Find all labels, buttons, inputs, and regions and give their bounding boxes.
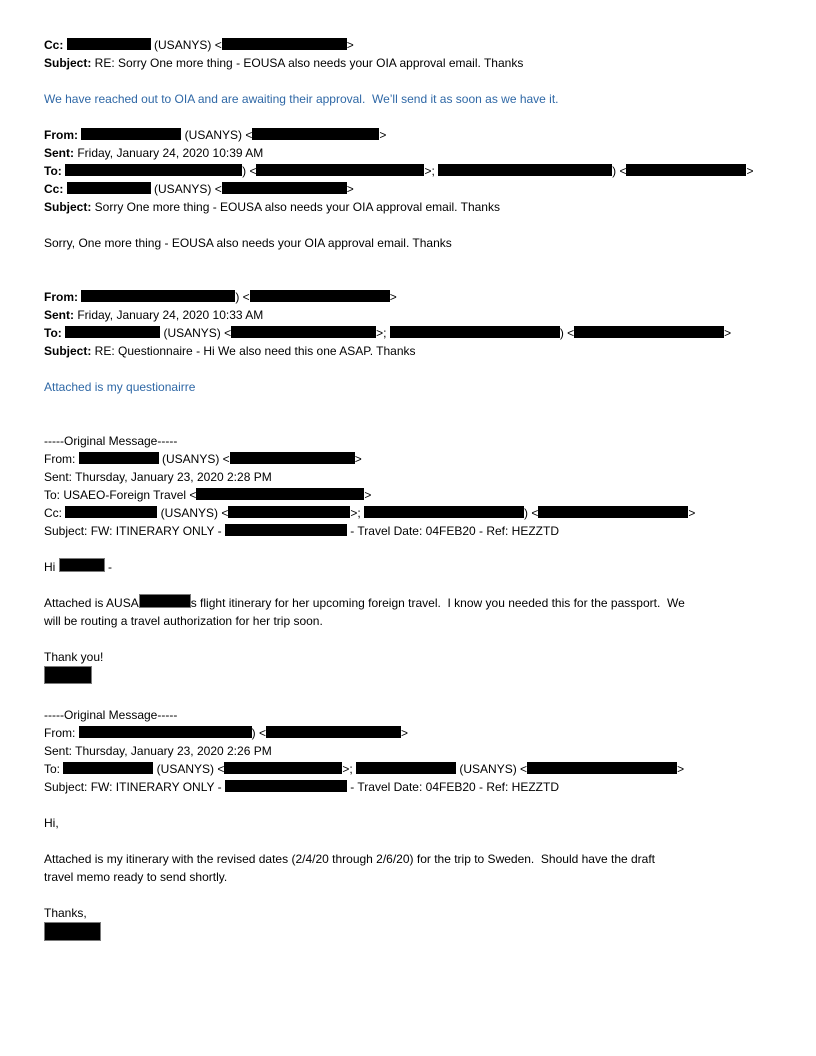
redaction-bar	[250, 290, 390, 302]
reply-note-blue-1	[44, 90, 790, 108]
redaction-bar	[81, 290, 235, 302]
text-line	[44, 90, 790, 108]
text-line	[44, 198, 790, 216]
text-line	[44, 504, 790, 522]
text-run: Attached is AUSA	[44, 596, 139, 610]
closing-2	[44, 904, 790, 945]
text-run: >;	[342, 762, 357, 776]
header-field-label: Cc:	[44, 38, 64, 52]
redaction-bar	[438, 164, 612, 176]
text-line	[44, 126, 790, 144]
body-paragraph-1	[44, 234, 790, 252]
text-run: To:	[44, 762, 64, 776]
text-run: -	[104, 560, 113, 574]
text-line	[44, 742, 790, 760]
text-run: ) <	[235, 290, 250, 304]
text-run: Sorry, One more thing - EOUSA also needs your OIA approval email. Thanks	[44, 236, 452, 250]
redaction-bar	[65, 506, 157, 518]
text-line	[44, 868, 790, 886]
text-line	[44, 814, 790, 832]
redaction-bar	[256, 164, 424, 176]
redaction-bar	[44, 666, 92, 684]
text-run: (USANYS) <	[181, 128, 253, 142]
greeting-1	[44, 558, 790, 576]
text-line	[44, 666, 790, 688]
email-header-1	[44, 36, 790, 72]
redaction-bar	[222, 38, 347, 50]
header-field-label: Subject:	[44, 200, 92, 214]
redaction-bar	[65, 326, 160, 338]
text-run: Attached is my questionairre	[44, 380, 196, 394]
header-field-label: Subject:	[44, 344, 92, 358]
header-field-label: Cc:	[44, 182, 64, 196]
redaction-bar	[196, 488, 364, 500]
text-line	[44, 36, 790, 54]
text-run: Friday, January 24, 2020 10:33 AM	[74, 308, 264, 322]
text-run: ) <	[612, 164, 627, 178]
text-run: Thank you!	[44, 650, 104, 664]
text-run: We have reached out to OIA and are awaiting their approval. We’ll send it as soon as we have it.	[44, 92, 559, 106]
header-field-label: From:	[44, 290, 78, 304]
text-run: >	[354, 452, 362, 466]
text-run: >	[677, 762, 685, 776]
text-run: Sent: Thursday, January 23, 2020 2:26 PM	[44, 744, 272, 758]
header-field-label: To:	[44, 326, 62, 340]
text-run: >;	[350, 506, 365, 520]
redaction-bar	[225, 780, 347, 792]
text-run: (USANYS) <	[160, 326, 232, 340]
text-line	[44, 558, 790, 576]
redaction-bar	[79, 452, 159, 464]
redaction-bar	[224, 762, 342, 774]
text-run: >	[346, 38, 354, 52]
text-line	[44, 648, 790, 666]
redaction-bar	[527, 762, 677, 774]
text-run: s flight itinerary for her upcoming foreign travel. I know you needed this for the passport. We	[190, 596, 685, 610]
redaction-bar	[390, 326, 560, 338]
original-message-1	[44, 432, 790, 540]
text-line	[44, 468, 790, 486]
text-run: >	[746, 164, 754, 178]
text-run: will be routing a travel authorization for her trip soon.	[44, 614, 323, 628]
text-line	[44, 778, 790, 796]
text-line	[44, 450, 790, 468]
text-line	[44, 594, 790, 612]
text-run: Subject: FW: ITINERARY ONLY -	[44, 524, 225, 538]
redaction-bar	[266, 726, 401, 738]
text-run: (USANYS) <	[157, 506, 229, 520]
redaction-bar	[230, 452, 355, 464]
text-run: Subject: FW: ITINERARY ONLY -	[44, 780, 225, 794]
text-run: >	[688, 506, 696, 520]
text-line	[44, 234, 790, 252]
text-run: From:	[44, 452, 79, 466]
text-run: >	[389, 290, 397, 304]
email-header-2	[44, 126, 790, 216]
redaction-bar	[67, 182, 151, 194]
redaction-bar	[364, 506, 524, 518]
body-paragraph-2	[44, 594, 790, 630]
text-run: (USANYS) <	[150, 38, 222, 52]
original-message-2	[44, 706, 790, 796]
text-run: Hi,	[44, 816, 59, 830]
text-line	[44, 922, 790, 945]
body-paragraph-3	[44, 850, 790, 886]
text-run: ) <	[524, 506, 539, 520]
text-line	[44, 486, 790, 504]
header-field-label: To:	[44, 164, 62, 178]
text-line	[44, 432, 790, 450]
text-line	[44, 850, 790, 868]
redaction-bar	[67, 38, 151, 50]
text-run: (USANYS) <	[158, 452, 230, 466]
redaction-bar	[81, 128, 181, 140]
redaction-bar	[252, 128, 379, 140]
text-line	[44, 612, 790, 630]
text-run: Thanks,	[44, 906, 87, 920]
text-run: Sorry One more thing - EOUSA also needs your OIA approval email. Thanks	[91, 200, 500, 214]
redaction-bar	[225, 524, 347, 536]
redaction-bar	[59, 558, 105, 572]
text-line	[44, 760, 790, 778]
redaction-bar	[574, 326, 724, 338]
email-thread	[44, 36, 790, 945]
text-run: RE: Sorry One more thing - EOUSA also needs your OIA approval email. Thanks	[91, 56, 524, 70]
redaction-bar	[65, 164, 242, 176]
redaction-bar	[79, 726, 252, 738]
redaction-bar	[626, 164, 746, 176]
text-run: travel memo ready to send shortly.	[44, 870, 228, 884]
text-run: Hi	[44, 560, 59, 574]
text-run: From:	[44, 726, 79, 740]
redaction-bar	[356, 762, 456, 774]
text-line	[44, 522, 790, 540]
text-line	[44, 54, 790, 72]
text-run: >	[346, 182, 354, 196]
text-line	[44, 342, 790, 360]
header-field-label: Sent:	[44, 308, 74, 322]
text-run: ) <	[251, 726, 267, 740]
redaction-bar	[222, 182, 347, 194]
text-line	[44, 144, 790, 162]
text-run: - Travel Date: 04FEB20 - Ref: HEZZTD	[346, 524, 560, 538]
text-run: Attached is my itinerary with the revised dates (2/4/20 through 2/6/20) for the trip to Sweden. Should have the draft	[44, 852, 656, 866]
text-run: -----Original Message-----	[44, 434, 178, 448]
text-line	[44, 324, 790, 342]
text-line	[44, 288, 790, 306]
text-run: - Travel Date: 04FEB20 - Ref: HEZZTD	[346, 780, 560, 794]
text-run: Friday, January 24, 2020 10:39 AM	[74, 146, 264, 160]
text-run: (USANYS) <	[150, 182, 222, 196]
text-run: To: USAEO-Foreign Travel <	[44, 488, 197, 502]
redaction-bar	[63, 762, 153, 774]
closing-1	[44, 648, 790, 688]
text-run: >;	[424, 164, 439, 178]
text-run: ) <	[242, 164, 257, 178]
text-line	[44, 904, 790, 922]
text-line	[44, 724, 790, 742]
text-run: Cc:	[44, 506, 66, 520]
text-run: -----Original Message-----	[44, 708, 178, 722]
email-header-3	[44, 288, 790, 360]
text-line	[44, 706, 790, 724]
header-field-label: From:	[44, 128, 78, 142]
text-run: >	[364, 488, 372, 502]
redaction-bar	[139, 594, 191, 608]
redaction-bar	[538, 506, 688, 518]
greeting-2	[44, 814, 790, 832]
redaction-bar	[228, 506, 350, 518]
reply-note-blue-2	[44, 378, 790, 396]
text-run: (USANYS) <	[153, 762, 225, 776]
text-run: (USANYS) <	[456, 762, 528, 776]
header-field-label: Subject:	[44, 56, 92, 70]
header-field-label: Sent:	[44, 146, 74, 160]
text-line	[44, 162, 790, 180]
text-run: >	[724, 326, 732, 340]
text-run: ) <	[559, 326, 575, 340]
redaction-bar	[44, 922, 101, 941]
text-line	[44, 306, 790, 324]
text-run: >	[401, 726, 409, 740]
redaction-bar	[231, 326, 376, 338]
text-line	[44, 180, 790, 198]
text-line	[44, 378, 790, 396]
text-run: >;	[376, 326, 390, 340]
text-run: >	[379, 128, 387, 142]
text-run: Sent: Thursday, January 23, 2020 2:28 PM	[44, 470, 272, 484]
text-run: RE: Questionnaire - Hi We also need this one ASAP. Thanks	[91, 344, 416, 358]
